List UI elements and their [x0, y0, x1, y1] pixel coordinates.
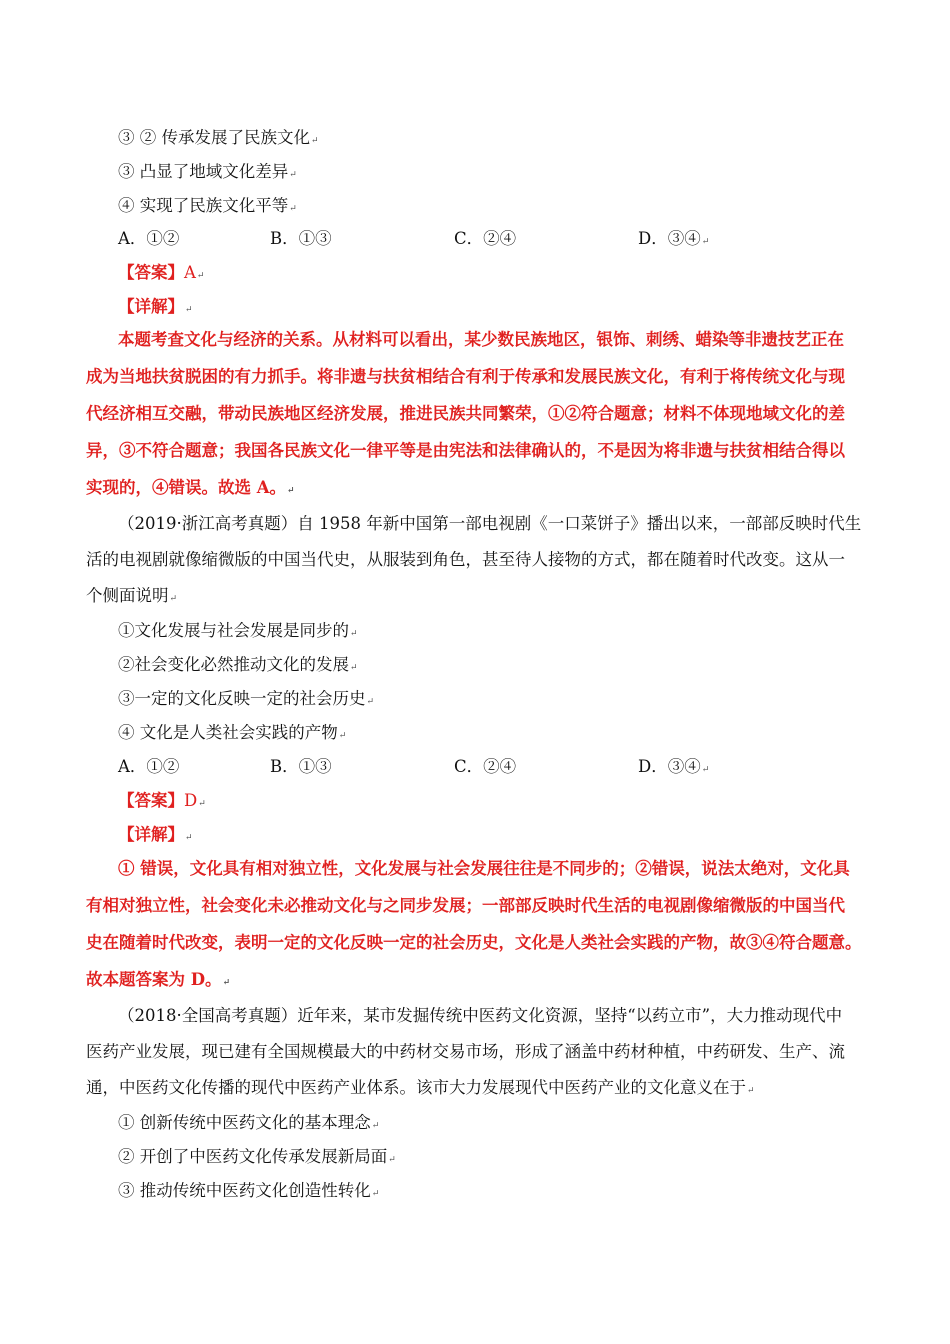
q1-option-d: D．③④↵ — [638, 229, 710, 248]
q3-stem-line-2: 医药产业发展，现已建有全国规模最大的中药材交易市场，形成了涵盖中药材种植，中药研发、生产、流 — [86, 1042, 845, 1061]
q1-detail-label: 【详解】↵ — [118, 297, 193, 316]
q1-answer: 【答案】A↵ — [118, 263, 205, 282]
q2-stem-line-1: （2019·浙江高考真题）自 1958 年新中国第一部电视剧《一口菜饼子》播出以来，一部部反映时代生 — [118, 514, 862, 533]
q1-option-c: C．②④ — [454, 229, 517, 248]
q1-explanation-line-2: 成为当地扶贫脱困的有力抓手。将非遗与扶贫相结合有利于传承和发展民族文化，有利于将传统文化与现 — [86, 367, 845, 386]
q2-item-2: ②社会变化必然推动文化的发展↵ — [118, 655, 358, 674]
q2-explanation-line-3: 史在随着时代改变，表明一定的文化反映一定的社会历史，文化是人类社会实践的产物，故③④符合题意。 — [86, 933, 862, 952]
q2-item-4: ④ 文化是人类社会实践的产物↵ — [118, 723, 347, 742]
q1-option-b: B．①③ — [270, 229, 332, 248]
q1-explanation-line-4: 异，③不符合题意；我国各民族文化一律平等是由宪法和法律确认的，不是因为将非遗与扶贫相结合得以 — [86, 441, 845, 460]
q2-option-c: C．②④ — [454, 757, 517, 776]
q1-option-a: A．①② — [118, 229, 180, 248]
q2-explanation-line-4: 故本题答案为 D。↵ — [86, 970, 231, 989]
q3-item-3: ③ 推动传统中医药文化创造性转化↵ — [118, 1181, 380, 1200]
q2-answer: 【答案】D↵ — [118, 791, 206, 810]
q2-option-b: B．①③ — [270, 757, 332, 776]
q1-item-1: ③ ② 传承发展了民族文化↵ — [118, 128, 319, 147]
q3-item-1: ① 创新传统中医药文化的基本理念↵ — [118, 1113, 380, 1132]
q1-item-3: ④ 实现了民族文化平等↵ — [118, 196, 297, 215]
q2-option-a: A．①② — [118, 757, 180, 776]
q2-detail-label: 【详解】↵ — [118, 825, 193, 844]
q2-explanation-line-1: ① 错误，文化具有相对独立性，文化发展与社会发展往往是不同步的；②错误，说法太绝对，文化具 — [118, 859, 850, 878]
q1-item-2: ③ 凸显了地域文化差异↵ — [118, 162, 297, 181]
q2-option-d: D．③④↵ — [638, 757, 710, 776]
q2-stem-line-2: 活的电视剧就像缩微版的中国当代史，从服装到角色，甚至待人接物的方式，都在随着时代改变。这从一 — [86, 550, 845, 569]
q2-item-3: ③一定的文化反映一定的社会历史↵ — [118, 689, 375, 708]
q2-item-1: ①文化发展与社会发展是同步的↵ — [118, 621, 358, 640]
q2-explanation-line-2: 有相对独立性，社会变化未必推动文化与之同步发展；一部部反映时代生活的电视剧像缩微版的中国当代 — [86, 896, 845, 915]
q3-stem-line-1: （2018·全国高考真题）近年来，某市发掘传统中医药文化资源，坚持“以药立市”，大力推动现代中 — [118, 1006, 843, 1025]
q3-item-2: ② 开创了中医药文化传承发展新局面↵ — [118, 1147, 396, 1166]
q1-explanation-line-3: 代经济相互交融，带动民族地区经济发展，推进民族共同繁荣，①②符合题意；材料不体现地域文化的差 — [86, 404, 845, 423]
q2-stem-line-3: 个侧面说明↵ — [86, 586, 178, 605]
q3-stem-line-3: 通，中医药文化传播的现代中医药产业体系。该市大力发展现代中医药产业的文化意义在于↵ — [86, 1078, 755, 1097]
q1-explanation-line-5: 实现的，④错误。故选 A。↵ — [86, 478, 295, 497]
q1-explanation-line-1: 本题考查文化与经济的关系。从材料可以看出，某少数民族地区，银饰、刺绣、蜡染等非遗技艺正在 — [118, 330, 844, 349]
